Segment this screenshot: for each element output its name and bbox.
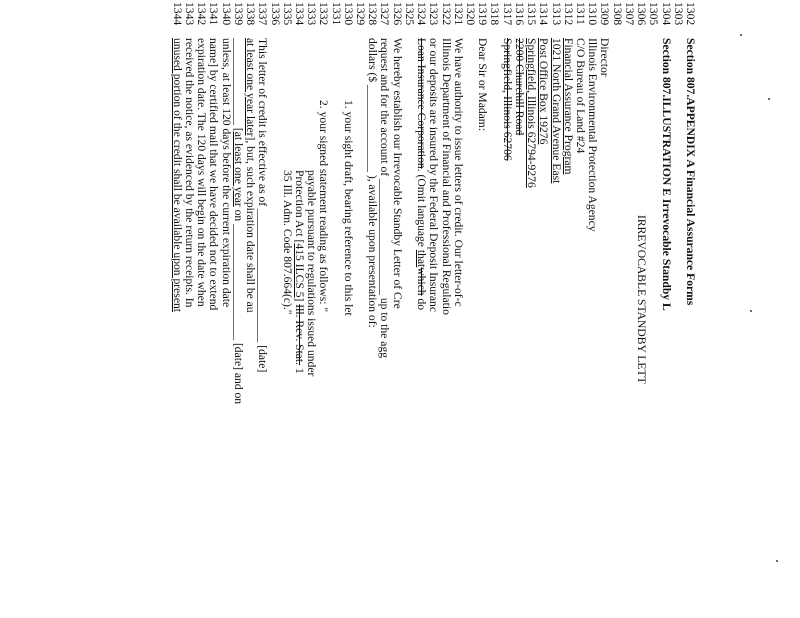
line-text: [660, 38, 673, 311]
document-line: [171, 0, 184, 618]
document-line: [415, 0, 428, 618]
line-number: 1325: [402, 2, 416, 26]
document-line: [207, 0, 220, 618]
line-number: 1306: [635, 2, 649, 26]
document-line: [611, 0, 624, 618]
line-number: 1318: [488, 2, 502, 26]
line-text: [537, 38, 550, 144]
line-text: [562, 38, 575, 175]
line-text: [379, 38, 392, 358]
text-segment: Loan Insurance Corporation: [415, 38, 429, 169]
line-text: [171, 38, 184, 312]
line-number: 1321: [451, 2, 465, 26]
document-line: [586, 0, 599, 618]
text-segment: payable pursuant to regulations issued under: [305, 170, 319, 377]
text-segment: or our deposits are insured by the Federal Deposit Insuranc: [427, 38, 441, 312]
text-segment: Section 807.APPENDIX A Financial Assurance Forms: [684, 38, 697, 306]
line-text: [574, 38, 587, 153]
text-segment: dollars ($ _______________ ), available upon presentation of:: [366, 38, 380, 328]
line-number: 1322: [439, 2, 453, 26]
text-segment: unless, at least 120 days before the current expiration date: [219, 38, 233, 308]
line-text: [598, 38, 611, 77]
line-text: [244, 38, 257, 313]
text-segment: Dear Sir or Madam:: [476, 38, 490, 132]
text-segment: request and for the account of ____________________ up to the agg: [378, 38, 392, 359]
text-segment: Springfield, Illinois 62794-9276: [525, 38, 539, 188]
line-number: 1336: [268, 2, 282, 26]
line-number: 1315: [525, 2, 539, 26]
text-segment: on ____________________ [date] and on: [231, 206, 245, 405]
line-text: [391, 38, 404, 309]
text-segment: Post Office Box 19276: [537, 38, 551, 145]
document-line: [256, 0, 269, 618]
line-text: [525, 38, 538, 188]
line-number: 1311: [574, 2, 588, 25]
line-number: 1333: [305, 2, 319, 26]
document-line: [464, 0, 477, 618]
text-segment: 35 Ill. Adm. Code 807.664(c).": [280, 170, 294, 315]
document-line: [317, 0, 330, 618]
text-segment: We have authority to issue letters of credit. Our letter-of-c: [451, 38, 465, 307]
text-segment: 415 ILCS 5: [292, 243, 306, 298]
document-line: [598, 0, 611, 618]
text-segment: , but, such expiration date shall be au: [244, 140, 258, 313]
document-line: [513, 0, 526, 618]
line-text: [635, 215, 648, 384]
document-line: [647, 0, 660, 618]
document-line: [293, 0, 306, 618]
text-segment: unused portion of the credit shall be available upon present: [170, 38, 184, 312]
line-number: 1329: [354, 2, 368, 26]
scan-speck: [750, 310, 752, 312]
line-text: [183, 38, 196, 307]
document-line: [501, 0, 514, 618]
line-number: 1305: [647, 2, 661, 26]
text-segment: Springfield, Illinois 62706: [500, 38, 514, 161]
document-line: [403, 0, 416, 618]
text-segment: Financial Assurance Program: [561, 38, 575, 175]
document-line: [391, 0, 404, 618]
line-text: [501, 38, 514, 161]
line-number: 1310: [586, 2, 600, 26]
line-number: 1324: [415, 2, 429, 26]
line-number: 1339: [231, 2, 245, 26]
line-text: [440, 38, 453, 315]
line-text: [476, 38, 489, 131]
text-segment: This letter of credit is effective as of _______________________ [date]: [256, 38, 270, 373]
text-segment: at least one year later]: [244, 38, 258, 141]
document-line: [330, 0, 343, 618]
line-number: 1319: [476, 2, 490, 26]
document-line: [232, 0, 245, 618]
line-text: [195, 38, 208, 307]
document-line: [672, 0, 685, 618]
document-line: [525, 0, 538, 618]
document-line: [305, 0, 318, 618]
line-text: [207, 38, 220, 310]
document-line: [183, 0, 196, 618]
text-segment: Section 807.ILLUSTRATION E Irrevocable Standby L: [659, 38, 673, 311]
line-text: [256, 38, 269, 372]
text-segment: _______________ [: [231, 38, 245, 132]
text-segment: C/O Bureau of Land #24: [574, 38, 588, 154]
line-number: 1337: [256, 2, 270, 26]
line-text: [427, 38, 440, 312]
text-segment: expiration date. The 120 days will begin on the date when: [195, 38, 209, 307]
line-text: [452, 38, 465, 307]
document-line: [342, 0, 355, 618]
line-number: 1309: [598, 2, 612, 26]
document-line: [427, 0, 440, 618]
line-number: 1313: [549, 2, 563, 26]
text-segment: ]: [292, 297, 306, 305]
line-number: 1331: [329, 2, 343, 26]
line-number: 1327: [378, 2, 392, 26]
line-number: 1308: [610, 2, 624, 26]
text-segment: Director: [598, 38, 612, 77]
document-line: [488, 0, 501, 618]
line-text: [550, 38, 563, 183]
line-text: [305, 170, 318, 376]
line-number: 1332: [317, 2, 331, 26]
document-line: [195, 0, 208, 618]
document-line: [574, 0, 587, 618]
line-number: 1320: [464, 2, 478, 26]
scan-speck: [740, 34, 742, 36]
document-line: [635, 0, 648, 618]
line-number: 1342: [195, 2, 209, 26]
line-text: [415, 38, 428, 310]
text-segment: 1: [292, 365, 306, 374]
line-number: 1340: [219, 2, 233, 26]
document-line: [452, 0, 465, 618]
text-segment: received the notice, as evidenced by the return receipts. In: [182, 38, 196, 308]
document-line: [379, 0, 392, 618]
text-segment: 2200 Churchill Road: [512, 38, 526, 136]
line-number: 1330: [341, 2, 355, 26]
text-segment: Ill. Rev. Stat.: [292, 304, 306, 366]
document-line: [269, 0, 282, 618]
text-segment: which: [415, 267, 429, 296]
line-number: 1326: [390, 2, 404, 26]
scan-speck: [776, 560, 778, 562]
line-text: [366, 38, 379, 328]
text-segment: 1. your sight draft, bearing reference to this let: [341, 100, 355, 316]
document-line: [281, 0, 294, 618]
line-text: [220, 38, 233, 307]
text-segment: at least one year: [231, 131, 245, 207]
text-segment: . (Omit language: [415, 168, 429, 250]
document-line: [660, 0, 673, 618]
line-number: 1307: [622, 2, 636, 26]
line-number: 1303: [671, 2, 685, 26]
document-line: [684, 0, 697, 618]
line-number: 1341: [207, 2, 221, 26]
line-number: 1304: [659, 2, 673, 26]
text-segment: Protection Act [: [292, 170, 306, 244]
line-number: 1314: [537, 2, 551, 26]
document-line: [354, 0, 367, 618]
document-line: [476, 0, 489, 618]
line-text: [513, 38, 526, 135]
line-number: 1328: [366, 2, 380, 26]
text-segment: do: [415, 295, 429, 311]
line-number: 1317: [500, 2, 514, 26]
text-segment: 1021 North Grand Avenue East: [549, 38, 563, 184]
document-line: [440, 0, 453, 618]
line-text: [293, 170, 306, 374]
line-number: 1302: [684, 2, 697, 26]
line-number: 1338: [244, 2, 258, 26]
text-segment: Illinois Department of Financial and Professional Regulatio: [439, 38, 453, 315]
document-line: [537, 0, 550, 618]
line-number: 1335: [280, 2, 294, 26]
document-line: [244, 0, 257, 618]
text-segment: 2. your signed statement reading as follows: ": [317, 100, 331, 313]
text-segment: name] by certified mail that we have decided not to extend: [207, 38, 221, 311]
text-segment: IRREVOCABLE STANDBY LETT: [635, 215, 649, 384]
document-line: [623, 0, 636, 618]
document-line: [366, 0, 379, 618]
line-number: 1344: [170, 2, 184, 26]
text-segment: that: [415, 249, 429, 268]
document-line: [550, 0, 563, 618]
line-text: [342, 100, 355, 316]
text-segment: Illinois Environmental Protection Agency: [586, 38, 600, 232]
document-line: [220, 0, 233, 618]
line-text: [232, 38, 245, 404]
line-number: 1312: [561, 2, 575, 26]
line-text: [586, 38, 599, 232]
line-text: [317, 100, 330, 312]
line-number: 1323: [427, 2, 441, 26]
line-text: [684, 38, 697, 305]
document-line: [562, 0, 575, 618]
line-number: 1334: [292, 2, 306, 26]
line-number: 1343: [182, 2, 196, 26]
line-number: 1316: [512, 2, 526, 26]
scan-speck: [768, 98, 770, 100]
text-segment: We hereby establish our Irrevocable Standby Letter of Cre: [390, 38, 404, 309]
line-text: [281, 170, 294, 315]
